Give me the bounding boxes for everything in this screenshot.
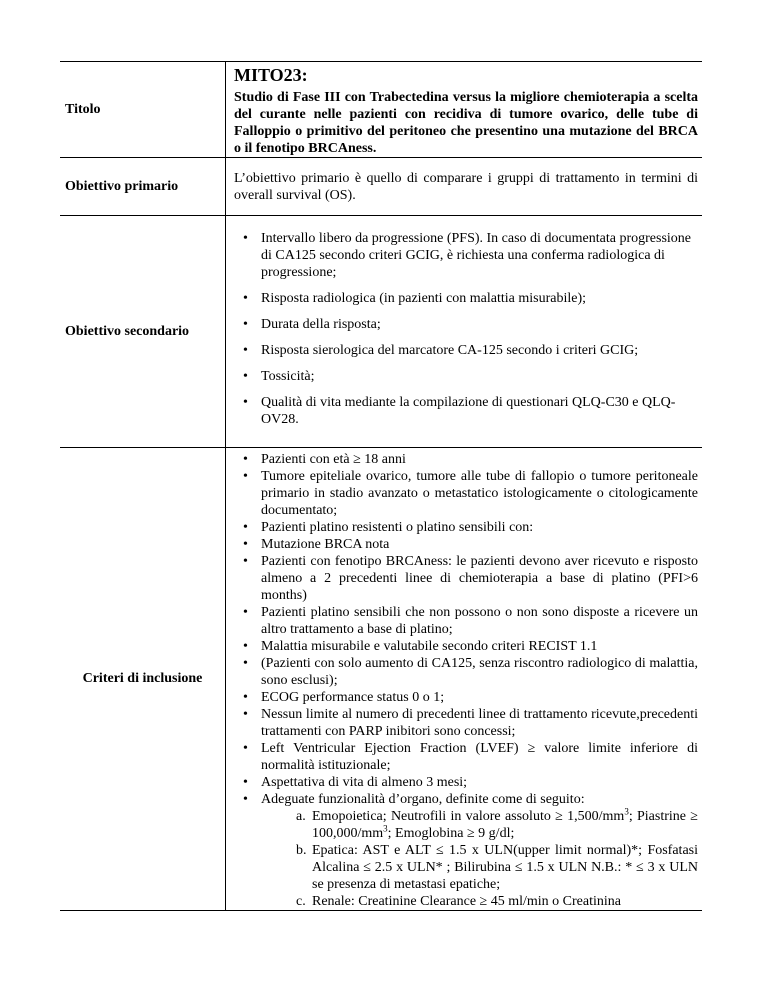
row-criteri-inclusione <box>60 448 702 911</box>
sub-item-text-mid: ; Piastrine ≥ 100,000/mm <box>312 809 698 841</box>
row-titolo <box>60 62 702 158</box>
list-item: • Mutazione BRCA nota <box>234 536 698 553</box>
sub-item-text: Epatica: AST e ALT ≤ 1.5 x ULN(upper limit normal)*; Fosfatasi Alcalina ≤ 2.5 x ULN* ; Bilirubina ≤ 1.5 x ULN N.B.: * ≤ 3 x ULN se presenza di metastasi epatiche; <box>312 843 698 892</box>
label-obiettivo-secondario: Obiettivo secondario <box>60 216 226 448</box>
label-criteri-inclusione: Criteri di inclusione <box>60 448 226 911</box>
value-criteri-inclusione <box>226 448 703 911</box>
list-item: • Malattia misurabile e valutabile secondo criteri RECIST 1.1 <box>234 638 698 655</box>
list-item: • Pazienti platino resistenti o platino sensibili con: <box>234 519 698 536</box>
inclusion-criteria-list <box>234 451 698 808</box>
organ-function-sublist <box>234 808 698 910</box>
list-item: • Durata della risposta; <box>234 316 698 333</box>
list-item: • Adeguate funzionalità d’organo, definite come di seguito: <box>234 791 698 808</box>
list-item: • Pazienti con età ≥ 18 anni <box>234 451 698 468</box>
sub-item-text-post: ; Emoglobina ≥ 9 g/dl; <box>387 826 515 841</box>
sub-list-item <box>234 893 698 910</box>
value-titolo <box>226 62 703 158</box>
list-item: • ECOG performance status 0 o 1; <box>234 689 698 706</box>
sub-item-text: Renale: Creatinine Clearance ≥ 45 ml/min o Creatinina <box>312 894 621 909</box>
list-item: • Intervallo libero da progressione (PFS). In caso di documentata progressione di CA125 secondo criteri GCIG, è richiesta una conferma radiologica di progressione; <box>234 230 698 281</box>
list-item: • (Pazienti con solo aumento di CA125, senza riscontro radiologico di malattia, sono esclusi); <box>234 655 698 689</box>
sub-item-marker: c. <box>296 894 306 909</box>
superscript: 3 <box>383 823 388 834</box>
list-item: • Tumore epiteliale ovarico, tumore alle tube di fallopio o tumore peritoneale primario in stadio avanzato o metastatico istologicamente o citologicamente documentato; <box>234 468 698 519</box>
value-obiettivo-secondario <box>226 216 703 448</box>
list-item: • Risposta radiologica (in pazienti con malattia misurabile); <box>234 290 698 307</box>
secondary-objectives-list <box>234 230 698 428</box>
sub-list-item <box>234 842 698 893</box>
protocol-summary-table <box>60 61 702 911</box>
label-titolo: Titolo <box>60 62 226 158</box>
list-item: • Aspettativa di vita di almeno 3 mesi; <box>234 774 698 791</box>
label-obiettivo-primario: Obiettivo primario <box>60 158 226 216</box>
list-item: • Left Ventricular Ejection Fraction (LVEF) ≥ valore limite inferiore di normalità istituzionale; <box>234 740 698 774</box>
sub-list-item <box>234 808 698 842</box>
sub-item-marker: a. <box>296 809 306 824</box>
list-item: • Pazienti con fenotipo BRCAness: le pazienti devono aver ricevuto e risposto almeno a 2 precedenti linee di chemioterapia a base di platino (PFI>6 months) <box>234 553 698 604</box>
value-obiettivo-primario: L’obiettivo primario è quello di comparare i gruppi di trattamento in termini di overall survival (OS). <box>226 158 703 216</box>
study-code: MITO23: <box>234 64 308 85</box>
list-item: • Pazienti platino sensibili che non possono o non sono disposte a ricevere un altro trattamento a base di platino; <box>234 604 698 638</box>
sub-item-text-pre: Emopoietica; Neutrofili in valore assoluto ≥ 1,500/mm <box>312 809 625 824</box>
row-obiettivo-primario <box>60 158 702 216</box>
list-item: • Qualità di vita mediante la compilazione di questionari QLQ-C30 e QLQ-OV28. <box>234 394 698 428</box>
sub-item-marker: b. <box>296 843 307 858</box>
study-title: Studio di Fase III con Trabectedina versus la migliore chemioterapia a scelta del curante nelle pazienti con recidiva di tumore ovarico, delle tube di Falloppio o primitivo del peritoneo che presentino una mutazione del BRCA o il fenotipo BRCAness. <box>234 89 698 156</box>
list-item: • Nessun limite al numero di precedenti linee di trattamento ricevute,precedenti trattamenti con PARP inibitori sono concessi; <box>234 706 698 740</box>
list-item: • Risposta sierologica del marcatore CA-125 secondo i criteri GCIG; <box>234 342 698 359</box>
list-item: • Tossicità; <box>234 368 698 385</box>
superscript: 3 <box>624 806 629 817</box>
row-obiettivo-secondario <box>60 216 702 448</box>
